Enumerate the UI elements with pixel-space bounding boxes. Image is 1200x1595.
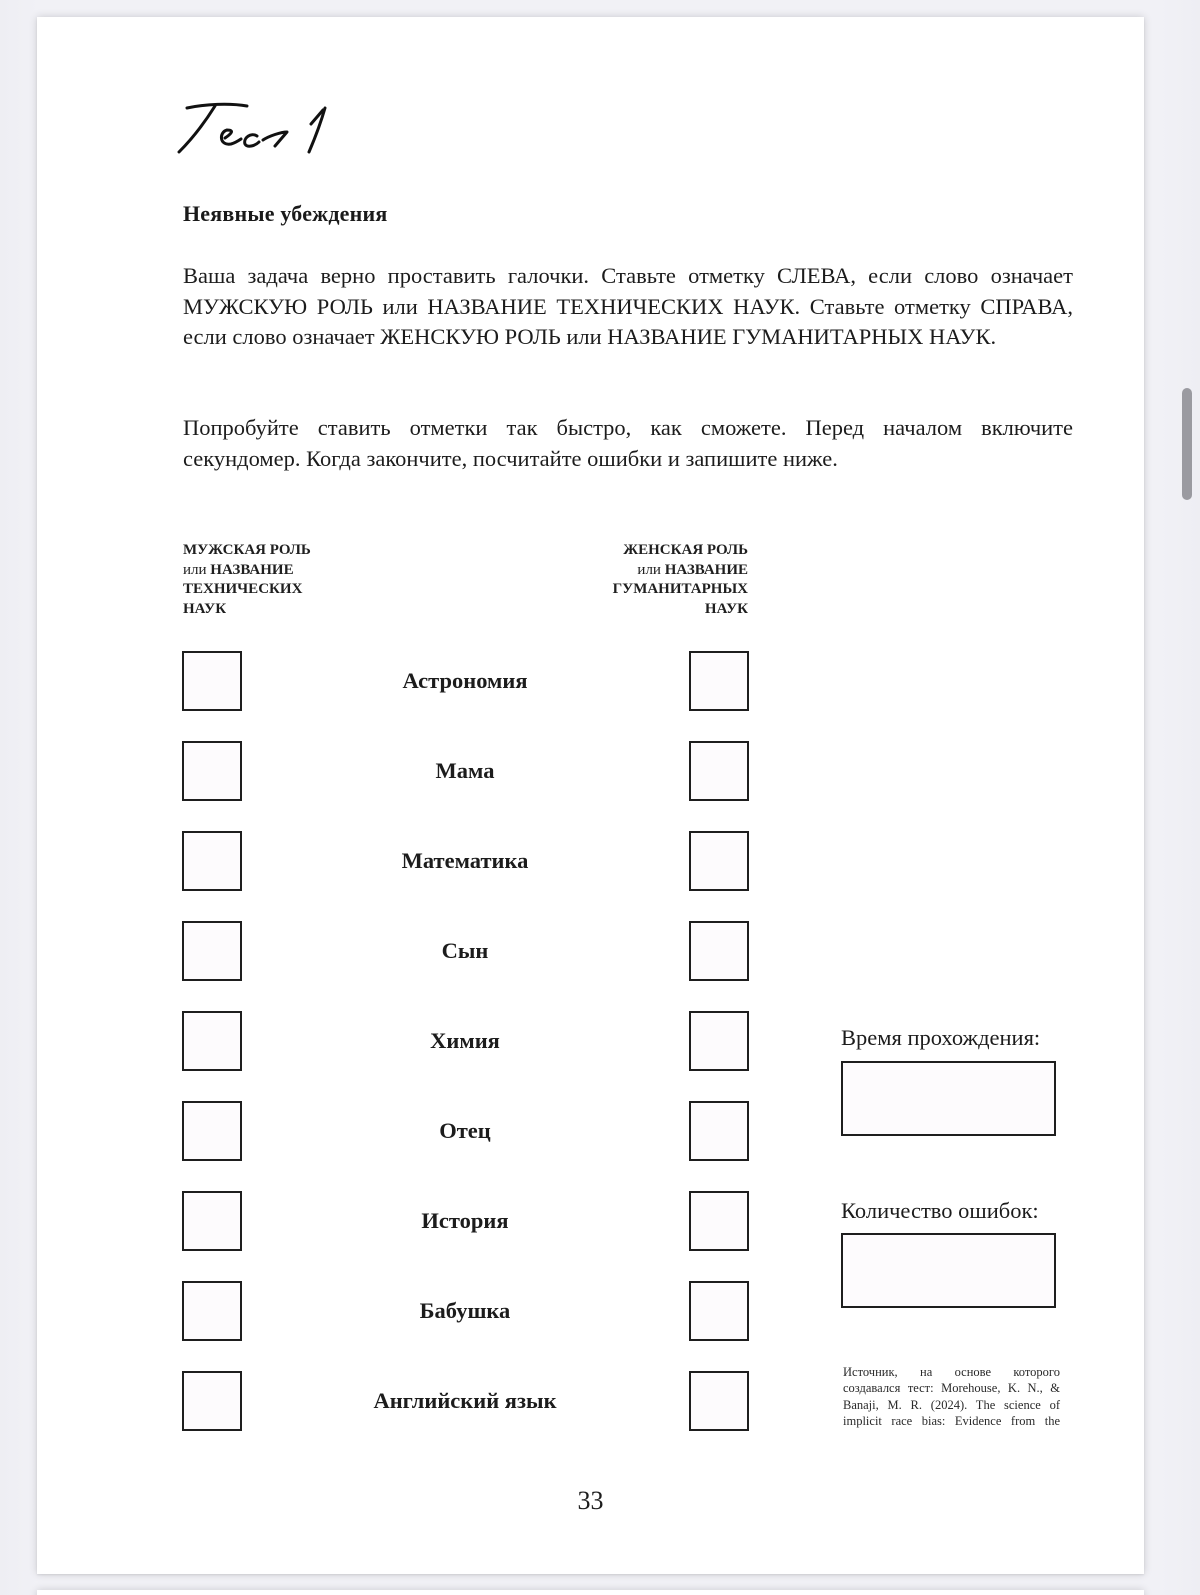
right-checkbox[interactable] (689, 741, 749, 801)
header-line: НАУК (704, 601, 748, 618)
source-citation (843, 1364, 1060, 1430)
left-checkbox[interactable] (182, 741, 242, 801)
word-label: История (421, 1208, 509, 1233)
header-line: МУЖСКАЯ РОЛЬ (183, 542, 311, 558)
word-row (182, 1191, 750, 1251)
header-connector: или (637, 561, 661, 578)
word-label: Астрономия (402, 668, 528, 693)
right-checkbox[interactable] (689, 1281, 749, 1341)
word-label: Английский язык (373, 1388, 557, 1413)
next-page-edge (37, 1590, 1144, 1595)
left-column-header (183, 541, 311, 620)
timing-instructions-paragraph: Попробуйте ставить отметки так быстро, как сможете. Перед началом включите секундомер. Когда закончите, посчитайте ошибки и запишите ниже. (183, 415, 1073, 471)
word-row (182, 921, 750, 981)
header-line: ТЕХНИЧЕСКИХ (183, 581, 303, 598)
section-heading: Неявные убеждения (183, 201, 388, 226)
right-column-header (548, 541, 748, 620)
word-label: Химия (430, 1028, 500, 1053)
errors-input-box[interactable] (841, 1233, 1056, 1308)
time-input-box[interactable] (841, 1061, 1056, 1136)
left-checkbox[interactable] (182, 1191, 242, 1251)
left-checkbox[interactable] (182, 831, 242, 891)
word-label: Мама (435, 758, 495, 783)
word-row (182, 741, 750, 801)
word-row (182, 1101, 750, 1161)
left-checkbox[interactable] (182, 1371, 242, 1431)
instructions-paragraph: Ваша задача верно проставить галочки. Ставьте отметку СЛЕВА, если слово означает МУЖСКУЮ РОЛЬ или НАЗВАНИЕ ТЕХНИЧЕСКИХ НАУК. Ставьте отметку СПРАВА, если слово означает ЖЕНСКУЮ РОЛЬ или НАЗВАНИЕ ГУМАНИТАРНЫХ НАУК. (183, 263, 1073, 349)
page-number: 33 (577, 1486, 604, 1515)
word-label: Отец (439, 1118, 491, 1143)
left-checkbox[interactable] (182, 651, 242, 711)
left-checkbox[interactable] (182, 1101, 242, 1161)
word-row (182, 1371, 750, 1431)
handwritten-title (175, 100, 355, 160)
word-row (182, 1281, 750, 1341)
citation-line: implicit race bias: Evidence from the (843, 1414, 1060, 1429)
left-checkbox[interactable] (182, 1011, 242, 1071)
header-line: НАУК (183, 601, 227, 618)
citation-line: Banaji, M. R. (2024). The science of (843, 1397, 1060, 1412)
right-checkbox[interactable] (689, 831, 749, 891)
right-checkbox[interactable] (689, 1011, 749, 1071)
header-line: ГУМАНИТАРНЫХ (612, 581, 748, 598)
word-label: Сын (441, 938, 489, 963)
word-row (182, 831, 750, 891)
citation-line: Источник, на основе которого (843, 1365, 1060, 1379)
word-row (182, 1011, 750, 1071)
right-checkbox[interactable] (689, 921, 749, 981)
header-line: НАЗВАНИЕ (210, 561, 294, 578)
word-row (182, 651, 750, 711)
right-checkbox[interactable] (689, 1191, 749, 1251)
right-checkbox[interactable] (689, 1101, 749, 1161)
header-line: ЖЕНСКАЯ РОЛЬ (623, 542, 748, 558)
left-checkbox[interactable] (182, 1281, 242, 1341)
time-label: Время прохождения: (841, 1025, 1041, 1050)
left-checkbox[interactable] (182, 921, 242, 981)
right-checkbox[interactable] (689, 1371, 749, 1431)
errors-label: Количество ошибок: (841, 1198, 1039, 1223)
citation-line: создавался тест: Morehouse, K. N., & (843, 1381, 1060, 1396)
right-checkbox[interactable] (689, 651, 749, 711)
header-connector: или (183, 561, 207, 578)
word-label: Математика (401, 848, 529, 873)
header-line: НАЗВАНИЕ (664, 561, 748, 578)
word-label: Бабушка (419, 1298, 511, 1323)
scrollbar-thumb[interactable] (1182, 388, 1192, 500)
